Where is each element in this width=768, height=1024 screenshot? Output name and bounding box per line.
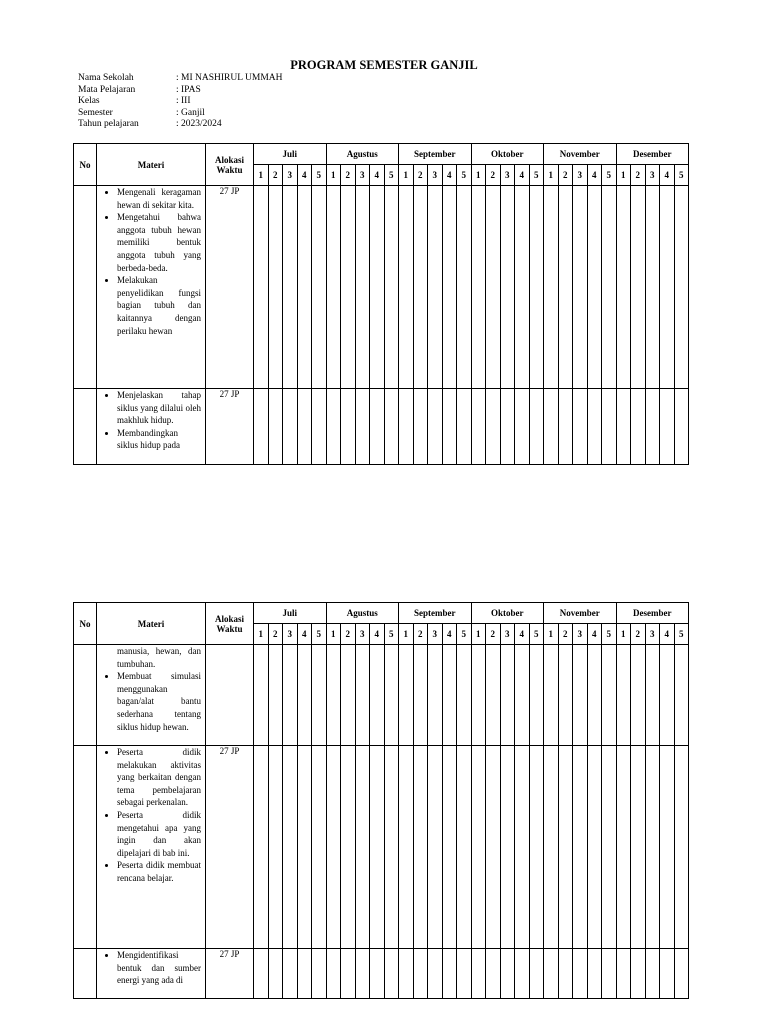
week-cell xyxy=(587,389,602,465)
week-cell xyxy=(674,186,689,389)
week-cell xyxy=(616,746,631,949)
week-cell xyxy=(674,389,689,465)
week-header: 2 xyxy=(486,165,501,186)
week-header: 1 xyxy=(254,624,269,645)
week-cell xyxy=(428,389,443,465)
week-cell xyxy=(515,949,530,999)
materi-list xyxy=(97,186,205,337)
week-cell xyxy=(312,746,327,949)
week-cell xyxy=(631,949,646,999)
week-cell xyxy=(370,389,385,465)
week-cell xyxy=(573,949,588,999)
cell-no xyxy=(74,746,97,949)
week-header: 1 xyxy=(399,624,414,645)
info-value: : MI NASHIRUL UMMAH xyxy=(176,73,283,83)
week-header: 3 xyxy=(645,165,660,186)
week-cell xyxy=(486,746,501,949)
info-value: : III xyxy=(176,96,191,107)
week-cell xyxy=(544,186,559,389)
materi-item: • Melakukan penyelidikan fungsi bagian tubuh dan kaitannya dengan perilaku hewan xyxy=(117,274,201,337)
month-header: Oktober xyxy=(471,603,544,624)
week-cell xyxy=(573,389,588,465)
week-header: 1 xyxy=(471,165,486,186)
week-header: 3 xyxy=(355,624,370,645)
cell-no xyxy=(74,645,97,746)
week-header: 2 xyxy=(341,624,356,645)
school-info xyxy=(78,73,283,131)
header-alokasi: Alokasi Waktu xyxy=(206,603,254,645)
week-cell xyxy=(326,186,341,389)
table-row xyxy=(74,186,689,389)
week-header: 3 xyxy=(500,165,515,186)
week-header: 5 xyxy=(674,165,689,186)
week-cell xyxy=(674,949,689,999)
week-header: 3 xyxy=(283,624,298,645)
week-cell xyxy=(544,389,559,465)
materi-list xyxy=(97,949,205,987)
week-cell xyxy=(399,389,414,465)
week-header: 2 xyxy=(558,165,573,186)
week-cell xyxy=(602,389,617,465)
week-cell xyxy=(674,645,689,746)
week-header: 5 xyxy=(674,624,689,645)
week-header: 4 xyxy=(660,165,675,186)
week-header: 4 xyxy=(297,624,312,645)
week-header: 5 xyxy=(602,165,617,186)
week-cell xyxy=(457,389,472,465)
month-header: Desember xyxy=(616,144,689,165)
month-header: September xyxy=(399,603,472,624)
week-header: 4 xyxy=(370,624,385,645)
week-cell xyxy=(370,949,385,999)
materi-item: • Mengenali keragaman hewan di sekitar kita. xyxy=(117,186,201,211)
week-cell xyxy=(529,389,544,465)
week-cell xyxy=(587,746,602,949)
week-cell xyxy=(413,949,428,999)
week-cell xyxy=(355,746,370,949)
week-cell xyxy=(413,645,428,746)
week-cell xyxy=(558,186,573,389)
cell-materi xyxy=(97,389,206,465)
info-row xyxy=(78,85,283,97)
week-cell xyxy=(268,645,283,746)
week-cell xyxy=(457,186,472,389)
week-cell xyxy=(384,746,399,949)
week-cell xyxy=(500,949,515,999)
materi-item: • Menjelaskan tahap siklus yang dilalui oleh makhluk hidup. xyxy=(117,389,201,427)
week-cell xyxy=(312,389,327,465)
week-header: 3 xyxy=(428,165,443,186)
cell-materi xyxy=(97,949,206,999)
week-cell xyxy=(312,186,327,389)
week-cell xyxy=(486,645,501,746)
week-cell xyxy=(297,645,312,746)
week-cell xyxy=(326,949,341,999)
week-cell xyxy=(500,746,515,949)
week-header: 5 xyxy=(312,624,327,645)
week-cell xyxy=(384,186,399,389)
materi-item: • Mengidentifikasi bentuk dan sumber energi yang ada di xyxy=(117,949,201,987)
week-cell xyxy=(471,186,486,389)
week-header: 3 xyxy=(573,165,588,186)
info-label: Tahun pelajaran xyxy=(78,119,139,130)
week-header: 1 xyxy=(254,165,269,186)
week-cell xyxy=(254,949,269,999)
week-cell xyxy=(254,645,269,746)
week-header: 4 xyxy=(370,165,385,186)
week-cell xyxy=(268,186,283,389)
week-cell xyxy=(616,389,631,465)
materi-list xyxy=(97,746,205,885)
week-cell xyxy=(370,746,385,949)
week-header: 4 xyxy=(442,624,457,645)
info-value: : 2023/2024 xyxy=(176,119,222,130)
week-cell xyxy=(428,645,443,746)
info-label: Nama Sekolah xyxy=(78,73,134,83)
cell-alokasi: 27 JP xyxy=(206,389,254,465)
week-cell xyxy=(631,186,646,389)
materi-continuation: manusia, hewan, dan tumbuhan. xyxy=(117,646,201,669)
week-header: 3 xyxy=(573,624,588,645)
week-cell xyxy=(457,746,472,949)
week-header: 5 xyxy=(529,165,544,186)
week-header: 1 xyxy=(544,165,559,186)
week-cell xyxy=(645,186,660,389)
week-header: 1 xyxy=(616,624,631,645)
week-cell xyxy=(529,949,544,999)
week-cell xyxy=(413,186,428,389)
week-cell xyxy=(297,746,312,949)
cell-no xyxy=(74,949,97,999)
week-header: 2 xyxy=(413,165,428,186)
week-header: 4 xyxy=(660,624,675,645)
cell-no xyxy=(74,186,97,389)
week-cell xyxy=(544,746,559,949)
week-cell xyxy=(442,746,457,949)
week-cell xyxy=(515,186,530,389)
cell-alokasi: 27 JP xyxy=(206,746,254,949)
month-header: November xyxy=(544,603,617,624)
week-cell xyxy=(515,389,530,465)
materi-list xyxy=(97,389,205,452)
materi-item: • Mengetahui bahwa anggota tubuh hewan memiliki bentuk anggota tubuh yang berbeda-beda. xyxy=(117,211,201,274)
week-header: 2 xyxy=(268,165,283,186)
week-header: 4 xyxy=(297,165,312,186)
week-cell xyxy=(341,645,356,746)
week-header: 2 xyxy=(486,624,501,645)
week-cell xyxy=(471,645,486,746)
week-cell xyxy=(283,746,298,949)
week-cell xyxy=(384,949,399,999)
week-cell xyxy=(370,645,385,746)
week-cell xyxy=(645,645,660,746)
week-cell xyxy=(413,746,428,949)
week-header: 3 xyxy=(283,165,298,186)
week-cell xyxy=(529,746,544,949)
week-cell xyxy=(544,645,559,746)
week-cell xyxy=(413,389,428,465)
week-header: 1 xyxy=(399,165,414,186)
month-header: November xyxy=(544,144,617,165)
header-alokasi: Alokasi Waktu xyxy=(206,144,254,186)
cell-alokasi: 27 JP xyxy=(206,949,254,999)
week-cell xyxy=(297,949,312,999)
week-cell xyxy=(602,186,617,389)
month-header: Desember xyxy=(616,603,689,624)
week-header: 2 xyxy=(341,165,356,186)
week-cell xyxy=(631,645,646,746)
week-cell xyxy=(283,389,298,465)
week-cell xyxy=(500,645,515,746)
week-cell xyxy=(573,645,588,746)
week-header: 5 xyxy=(384,624,399,645)
week-cell xyxy=(544,949,559,999)
week-cell xyxy=(428,746,443,949)
week-cell xyxy=(254,389,269,465)
week-header: 5 xyxy=(457,624,472,645)
table-row xyxy=(74,949,689,999)
week-cell xyxy=(283,645,298,746)
week-cell xyxy=(500,186,515,389)
info-row xyxy=(78,73,283,85)
week-cell xyxy=(326,645,341,746)
week-cell xyxy=(486,389,501,465)
week-cell xyxy=(442,389,457,465)
week-header: 1 xyxy=(326,165,341,186)
week-cell xyxy=(573,746,588,949)
week-cell xyxy=(471,389,486,465)
week-cell xyxy=(341,389,356,465)
info-value: : IPAS xyxy=(176,84,201,95)
week-cell xyxy=(674,746,689,949)
info-row xyxy=(78,108,283,120)
week-cell xyxy=(616,949,631,999)
week-cell xyxy=(558,746,573,949)
week-cell xyxy=(326,389,341,465)
week-header: 5 xyxy=(384,165,399,186)
week-cell xyxy=(602,645,617,746)
week-header: 2 xyxy=(558,624,573,645)
week-cell xyxy=(631,746,646,949)
week-cell xyxy=(660,645,675,746)
week-cell xyxy=(587,949,602,999)
document-title: PROGRAM SEMESTER GANJIL xyxy=(290,58,478,72)
week-cell xyxy=(384,389,399,465)
week-cell xyxy=(616,645,631,746)
week-cell xyxy=(660,746,675,949)
week-cell xyxy=(341,746,356,949)
week-cell xyxy=(471,746,486,949)
week-header: 5 xyxy=(312,165,327,186)
month-header: Juli xyxy=(254,603,327,624)
week-cell xyxy=(471,949,486,999)
week-cell xyxy=(457,645,472,746)
week-cell xyxy=(645,389,660,465)
week-header: 5 xyxy=(529,624,544,645)
info-value: : Ganjil xyxy=(176,107,205,118)
week-header: 5 xyxy=(457,165,472,186)
month-header: Oktober xyxy=(471,144,544,165)
week-cell xyxy=(399,746,414,949)
header-no: No xyxy=(74,603,97,645)
week-cell xyxy=(326,746,341,949)
header-no: No xyxy=(74,144,97,186)
header-materi: Materi xyxy=(97,603,206,645)
cell-alokasi xyxy=(206,645,254,746)
info-row xyxy=(78,96,283,108)
week-cell xyxy=(442,186,457,389)
week-cell xyxy=(399,949,414,999)
week-header: 3 xyxy=(500,624,515,645)
week-cell xyxy=(587,645,602,746)
week-header: 1 xyxy=(616,165,631,186)
month-header: Juli xyxy=(254,144,327,165)
week-cell xyxy=(529,186,544,389)
week-cell xyxy=(442,949,457,999)
cell-no xyxy=(74,389,97,465)
week-header: 4 xyxy=(587,165,602,186)
info-row xyxy=(78,119,283,131)
week-header: 1 xyxy=(544,624,559,645)
week-cell xyxy=(645,746,660,949)
month-header: Agustus xyxy=(326,144,399,165)
cell-materi xyxy=(97,746,206,949)
week-cell xyxy=(355,186,370,389)
week-cell xyxy=(558,389,573,465)
week-header: 4 xyxy=(442,165,457,186)
program-table-1 xyxy=(73,143,689,465)
info-label: Kelas xyxy=(78,96,100,107)
week-header: 2 xyxy=(631,165,646,186)
week-header: 3 xyxy=(355,165,370,186)
week-cell xyxy=(297,186,312,389)
week-header: 1 xyxy=(471,624,486,645)
materi-item: • Peserta didik melakukan aktivitas yang berkaitan dengan tema pembelajaran sebagai perkenalan. xyxy=(117,746,201,809)
week-cell xyxy=(370,186,385,389)
week-cell xyxy=(660,389,675,465)
week-cell xyxy=(283,186,298,389)
table-row xyxy=(74,389,689,465)
week-cell xyxy=(515,645,530,746)
table-row xyxy=(74,746,689,949)
week-cell xyxy=(558,949,573,999)
week-cell xyxy=(500,389,515,465)
week-header: 5 xyxy=(602,624,617,645)
week-cell xyxy=(645,949,660,999)
week-cell xyxy=(602,746,617,949)
week-cell xyxy=(297,389,312,465)
week-cell xyxy=(486,949,501,999)
week-cell xyxy=(515,746,530,949)
week-cell xyxy=(660,949,675,999)
week-cell xyxy=(268,389,283,465)
week-cell xyxy=(254,186,269,389)
week-cell xyxy=(283,949,298,999)
cell-materi xyxy=(97,645,206,746)
week-cell xyxy=(573,186,588,389)
week-cell xyxy=(254,746,269,949)
program-table-2 xyxy=(73,602,689,999)
week-header: 3 xyxy=(645,624,660,645)
week-header: 4 xyxy=(515,165,530,186)
materi-item: • Membandingkan siklus hidup pada xyxy=(117,427,201,452)
month-header: Agustus xyxy=(326,603,399,624)
week-cell xyxy=(399,645,414,746)
week-cell xyxy=(428,949,443,999)
week-cell xyxy=(428,186,443,389)
week-header: 3 xyxy=(428,624,443,645)
week-cell xyxy=(442,645,457,746)
materi-item: • Membuat simulasi menggunakan bagan/alat bantu sederhana tentang siklus hidup hewan. xyxy=(117,670,201,733)
week-cell xyxy=(602,949,617,999)
week-header: 4 xyxy=(587,624,602,645)
week-cell xyxy=(355,949,370,999)
cell-materi xyxy=(97,186,206,389)
week-cell xyxy=(529,645,544,746)
week-cell xyxy=(341,186,356,389)
week-cell xyxy=(587,186,602,389)
week-header: 1 xyxy=(326,624,341,645)
month-header: September xyxy=(399,144,472,165)
week-cell xyxy=(399,186,414,389)
info-label: Mata Pelajaran xyxy=(78,84,136,95)
table-row xyxy=(74,645,689,746)
cell-alokasi: 27 JP xyxy=(206,186,254,389)
week-cell xyxy=(341,949,356,999)
week-cell xyxy=(312,645,327,746)
week-header: 2 xyxy=(413,624,428,645)
week-header: 2 xyxy=(268,624,283,645)
week-cell xyxy=(631,389,646,465)
materi-item: • Peserta didik mengetahui apa yang ingin dan akan dipelajari di bab ini. xyxy=(117,809,201,859)
week-header: 2 xyxy=(631,624,646,645)
header-materi: Materi xyxy=(97,144,206,186)
week-cell xyxy=(355,645,370,746)
week-header: 4 xyxy=(515,624,530,645)
materi-item: • Peserta didik membuat rencana belajar. xyxy=(117,859,201,884)
week-cell xyxy=(457,949,472,999)
week-cell xyxy=(312,949,327,999)
week-cell xyxy=(486,186,501,389)
week-cell xyxy=(616,186,631,389)
week-cell xyxy=(660,186,675,389)
week-cell xyxy=(268,949,283,999)
week-cell xyxy=(268,746,283,949)
week-cell xyxy=(558,645,573,746)
materi-list xyxy=(97,670,205,733)
info-label: Semester xyxy=(78,107,113,118)
week-cell xyxy=(355,389,370,465)
week-cell xyxy=(384,645,399,746)
